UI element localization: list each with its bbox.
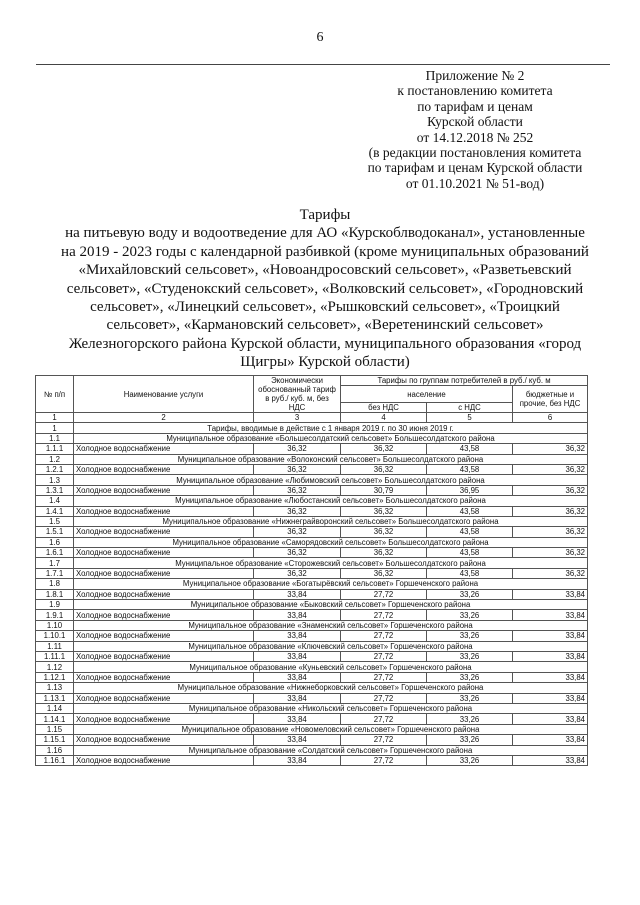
row-population-no-vat: 36,32 <box>341 527 427 537</box>
column-number: 5 <box>427 413 513 423</box>
municipality-name: Муниципальное образование «Богатырёвский сельсовет» Горшеченского района <box>74 579 588 589</box>
row-service: Холодное водоснабжение <box>74 444 254 454</box>
table-row <box>36 444 588 454</box>
municipality-row <box>36 600 588 610</box>
appendix-line: к постановлению комитета <box>397 83 553 99</box>
row-service: Холодное водоснабжение <box>74 610 254 620</box>
municipality-row <box>36 475 588 485</box>
municipality-row <box>36 537 588 547</box>
row-economic-tariff: 33,84 <box>254 735 341 745</box>
row-num: 1.1.1 <box>36 444 74 454</box>
row-economic-tariff: 33,84 <box>254 651 341 661</box>
row-num: 1.10.1 <box>36 631 74 641</box>
tariffs-body <box>36 423 588 766</box>
header-num: № п/п <box>36 376 74 413</box>
municipality-num: 1.3 <box>36 475 74 485</box>
row-population-no-vat: 27,72 <box>341 589 427 599</box>
municipality-name: Муниципальное образование «Солдатский сельсовет» Горшеченского района <box>74 745 588 755</box>
header-pop-no-vat: без НДС <box>341 402 427 412</box>
row-population-vat: 33,26 <box>427 693 513 703</box>
row-num: 1.6.1 <box>36 548 74 558</box>
municipality-num: 1.9 <box>36 600 74 610</box>
municipality-num: 1.6 <box>36 537 74 547</box>
column-number: 4 <box>341 413 427 423</box>
table-row <box>36 672 588 682</box>
row-num: 1.4.1 <box>36 506 74 516</box>
row-budget: 33,84 <box>513 651 588 661</box>
row-num: 1.5.1 <box>36 527 74 537</box>
row-num: 1.15.1 <box>36 735 74 745</box>
row-economic-tariff: 33,84 <box>254 714 341 724</box>
table-row <box>36 589 588 599</box>
title-line: сельсовет», «Студенокский сельсовет», «Волковский сельсовет», «Городновский <box>66 280 584 297</box>
row-num: 1.12.1 <box>36 672 74 682</box>
row-service: Холодное водоснабжение <box>74 464 254 474</box>
title-line: «Михайловский сельсовет», «Новоандросовский сельсовет», «Разветьевский <box>78 262 572 279</box>
table-row <box>36 714 588 724</box>
row-population-vat: 33,26 <box>427 589 513 599</box>
table-row <box>36 485 588 495</box>
municipality-name: Муниципальное образование «Ключевский сельсовет» Горшеченского района <box>74 641 588 651</box>
table-row <box>36 693 588 703</box>
municipality-num: 1.11 <box>36 641 74 651</box>
row-population-vat: 43,58 <box>427 506 513 516</box>
title-line: Щигры» Курской области) <box>240 354 410 371</box>
header-rule <box>36 64 610 65</box>
row-population-no-vat: 36,32 <box>341 444 427 454</box>
municipality-num: 1.8 <box>36 579 74 589</box>
column-number: 3 <box>254 413 341 423</box>
row-num: 1.9.1 <box>36 610 74 620</box>
municipality-name: Муниципальное образование «Нижнеграйворонский сельсовет» Большесолдатского района <box>74 516 588 526</box>
table-row <box>36 651 588 661</box>
row-population-vat: 33,26 <box>427 735 513 745</box>
municipality-num: 1.1 <box>36 433 74 443</box>
table-row <box>36 755 588 765</box>
municipality-row <box>36 454 588 464</box>
period-title: Тарифы, вводимые в действие с 1 января 2019 г. по 30 июня 2019 г. <box>74 423 588 433</box>
municipality-name: Муниципальное образование «Саморядовский сельсовет» Большесолдатского района <box>74 537 588 547</box>
municipality-num: 1.2 <box>36 454 74 464</box>
row-population-no-vat: 27,72 <box>341 714 427 724</box>
header-pop-vat: с НДС <box>427 402 513 412</box>
row-budget: 36,32 <box>513 568 588 578</box>
row-service: Холодное водоснабжение <box>74 568 254 578</box>
title-heading: Тарифы <box>299 207 351 223</box>
municipality-row <box>36 662 588 672</box>
municipality-name: Муниципальное образование «Любимовский сельсовет» Большесолдатского района <box>74 475 588 485</box>
table-row <box>36 506 588 516</box>
row-economic-tariff: 36,32 <box>254 444 341 454</box>
row-economic-tariff: 33,84 <box>254 693 341 703</box>
row-budget: 36,32 <box>513 485 588 495</box>
tariffs-table <box>35 375 588 766</box>
row-economic-tariff: 33,84 <box>254 631 341 641</box>
row-economic-tariff: 36,32 <box>254 568 341 578</box>
row-service: Холодное водоснабжение <box>74 506 254 516</box>
row-population-vat: 33,26 <box>427 755 513 765</box>
row-budget: 36,32 <box>513 548 588 558</box>
municipality-row <box>36 620 588 630</box>
row-budget: 36,32 <box>513 527 588 537</box>
row-service: Холодное водоснабжение <box>74 589 254 599</box>
row-population-vat: 36,95 <box>427 485 513 495</box>
row-population-no-vat: 36,32 <box>341 464 427 474</box>
table-row <box>36 464 588 474</box>
header-economic-tariff: Экономически обоснованный тариф в руб./ куб. м, без НДС <box>254 376 341 413</box>
municipality-name: Муниципальное образование «Куньевский сельсовет» Горшеченского района <box>74 662 588 672</box>
row-service: Холодное водоснабжение <box>74 672 254 682</box>
table-row <box>36 735 588 745</box>
municipality-name: Муниципальное образование «Новомеловский сельсовет» Горшеченского района <box>74 724 588 734</box>
row-population-vat: 43,58 <box>427 568 513 578</box>
row-population-vat: 33,26 <box>427 651 513 661</box>
header-budget: бюджетные и прочие, без НДС <box>513 386 588 413</box>
row-economic-tariff: 33,84 <box>254 672 341 682</box>
municipality-row <box>36 683 588 693</box>
municipality-name: Муниципальное образование «Сторожевский сельсовет» Большесолдатского района <box>74 558 588 568</box>
appendix-line: по тарифам и ценам <box>417 98 533 114</box>
municipality-row <box>36 724 588 734</box>
column-number: 2 <box>74 413 254 423</box>
title-line: сельсовет», «Линецкий сельсовет», «Рышковский сельсовет», «Троицкий <box>90 299 560 316</box>
title-line: Железногорского района Курской области, муниципального образования «город <box>68 335 582 352</box>
municipality-row <box>36 641 588 651</box>
row-economic-tariff: 33,84 <box>254 610 341 620</box>
row-budget: 33,84 <box>513 714 588 724</box>
row-service: Холодное водоснабжение <box>74 527 254 537</box>
municipality-num: 1.7 <box>36 558 74 568</box>
document-title <box>55 206 595 372</box>
header-service: Наименование услуги <box>74 376 254 413</box>
municipality-row <box>36 579 588 589</box>
municipality-name: Муниципальное образование «Знаменский сельсовет» Горшеченского района <box>74 620 588 630</box>
municipality-row <box>36 703 588 713</box>
row-budget: 33,84 <box>513 735 588 745</box>
row-population-no-vat: 27,72 <box>341 672 427 682</box>
municipality-row <box>36 496 588 506</box>
row-population-vat: 33,26 <box>427 631 513 641</box>
row-budget: 33,84 <box>513 589 588 599</box>
row-economic-tariff: 33,84 <box>254 589 341 599</box>
row-population-no-vat: 27,72 <box>341 755 427 765</box>
row-num: 1.11.1 <box>36 651 74 661</box>
table-row <box>36 631 588 641</box>
municipality-num: 1.15 <box>36 724 74 734</box>
row-population-no-vat: 27,72 <box>341 610 427 620</box>
table-row <box>36 610 588 620</box>
row-population-vat: 33,26 <box>427 714 513 724</box>
row-population-vat: 43,58 <box>427 444 513 454</box>
municipality-num: 1.14 <box>36 703 74 713</box>
row-service: Холодное водоснабжение <box>74 714 254 724</box>
row-population-no-vat: 27,72 <box>341 735 427 745</box>
row-budget: 36,32 <box>513 506 588 516</box>
row-budget: 36,32 <box>513 444 588 454</box>
row-num: 1.13.1 <box>36 693 74 703</box>
row-num: 1.14.1 <box>36 714 74 724</box>
appendix-line: (в редакции постановления комитета <box>368 145 582 161</box>
row-economic-tariff: 36,32 <box>254 464 341 474</box>
row-service: Холодное водоснабжение <box>74 548 254 558</box>
row-budget: 33,84 <box>513 610 588 620</box>
table-row <box>36 527 588 537</box>
municipality-name: Муниципальное образование «Волоконский сельсовет» Большесолдатского района <box>74 454 588 464</box>
municipality-name: Муниципальное образование «Быковский сельсовет» Горшеченского района <box>74 600 588 610</box>
row-budget: 33,84 <box>513 672 588 682</box>
row-service: Холодное водоснабжение <box>74 755 254 765</box>
municipality-row <box>36 433 588 443</box>
row-population-no-vat: 36,32 <box>341 568 427 578</box>
row-num: 1.3.1 <box>36 485 74 495</box>
appendix-block <box>330 68 620 191</box>
row-num: 1.7.1 <box>36 568 74 578</box>
row-service: Холодное водоснабжение <box>74 631 254 641</box>
row-population-no-vat: 27,72 <box>341 651 427 661</box>
row-population-vat: 33,26 <box>427 672 513 682</box>
municipality-name: Муниципальное образование «Любостанский сельсовет» Большесолдатского района <box>74 496 588 506</box>
row-economic-tariff: 36,32 <box>254 506 341 516</box>
row-budget: 33,84 <box>513 755 588 765</box>
row-economic-tariff: 36,32 <box>254 527 341 537</box>
row-num: 1.2.1 <box>36 464 74 474</box>
row-population-vat: 43,58 <box>427 527 513 537</box>
period-row <box>36 423 588 433</box>
row-service: Холодное водоснабжение <box>74 485 254 495</box>
appendix-line: Приложение № 2 <box>425 68 525 83</box>
municipality-name: Муниципальное образование «Большесолдатский сельсовет» Большесолдатского района <box>74 433 588 443</box>
row-population-vat: 43,58 <box>427 464 513 474</box>
row-budget: 33,84 <box>513 693 588 703</box>
row-population-no-vat: 30,79 <box>341 485 427 495</box>
row-num: 1.16.1 <box>36 755 74 765</box>
row-service: Холодное водоснабжение <box>74 693 254 703</box>
header-population: население <box>341 386 513 402</box>
column-number: 6 <box>513 413 588 423</box>
municipality-row <box>36 558 588 568</box>
municipality-name: Муниципальное образование «Никольский сельсовет» Горшеченского района <box>74 703 588 713</box>
table-row <box>36 568 588 578</box>
row-population-no-vat: 27,72 <box>341 693 427 703</box>
municipality-num: 1.12 <box>36 662 74 672</box>
column-number: 1 <box>36 413 74 423</box>
title-line: на питьевую воду и водоотведение для АО «Курскоблводоканал», установленные <box>65 225 585 242</box>
row-budget: 36,32 <box>513 464 588 474</box>
header-consumer-groups: Тарифы по группам потребителей в руб./ куб. м <box>341 376 588 386</box>
row-population-no-vat: 36,32 <box>341 506 427 516</box>
appendix-line: от 14.12.2018 № 252 <box>416 129 534 145</box>
appendix-line: Курской области <box>427 114 523 130</box>
page-number: 6 <box>316 30 324 45</box>
municipality-num: 1.13 <box>36 683 74 693</box>
row-population-vat: 43,58 <box>427 548 513 558</box>
row-population-no-vat: 27,72 <box>341 631 427 641</box>
municipality-num: 1.16 <box>36 745 74 755</box>
row-economic-tariff: 36,32 <box>254 548 341 558</box>
municipality-num: 1.10 <box>36 620 74 630</box>
municipality-row <box>36 516 588 526</box>
appendix-line: по тарифам и ценам Курской области <box>367 160 583 176</box>
municipality-num: 1.4 <box>36 496 74 506</box>
row-economic-tariff: 36,32 <box>254 485 341 495</box>
row-service: Холодное водоснабжение <box>74 651 254 661</box>
row-num: 1.8.1 <box>36 589 74 599</box>
period-num: 1 <box>36 423 74 433</box>
row-economic-tariff: 33,84 <box>254 755 341 765</box>
row-budget: 33,84 <box>513 631 588 641</box>
title-line: сельсовет», «Кармановский сельсовет», «Веретенинский сельсовет» <box>106 317 544 334</box>
municipality-num: 1.5 <box>36 516 74 526</box>
title-line: на 2019 - 2023 годы с календарной разбивкой (кроме муниципальных образований <box>61 243 589 260</box>
appendix-line: от 01.10.2021 № 51-вод) <box>405 175 545 191</box>
municipality-row <box>36 745 588 755</box>
row-population-vat: 33,26 <box>427 610 513 620</box>
municipality-name: Муниципальное образование «Нижнеборковский сельсовет» Горшеченского района <box>74 683 588 693</box>
table-row <box>36 548 588 558</box>
row-population-no-vat: 36,32 <box>341 548 427 558</box>
row-service: Холодное водоснабжение <box>74 735 254 745</box>
